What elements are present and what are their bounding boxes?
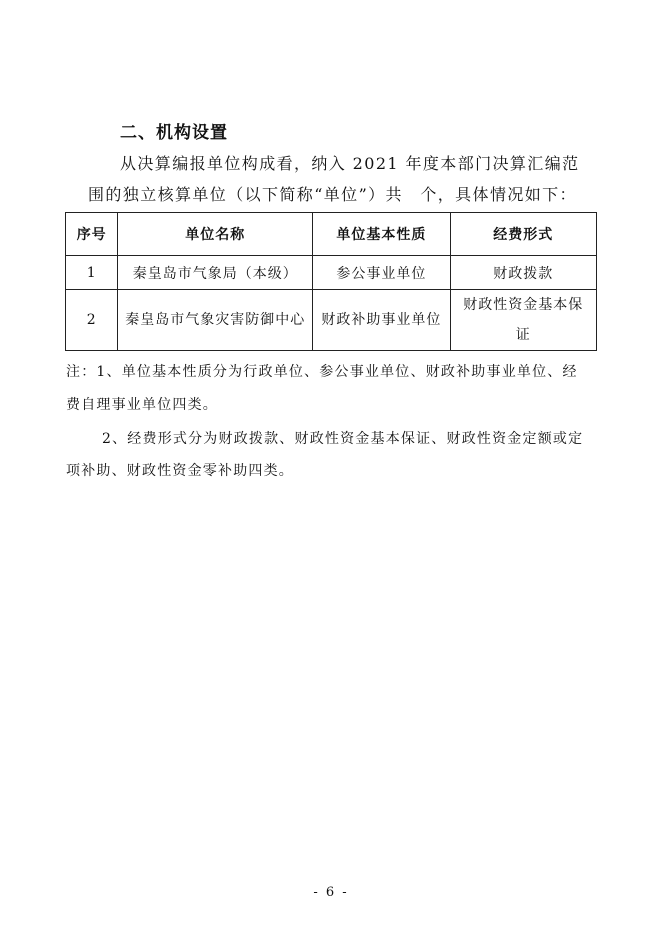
table-row <box>66 290 597 351</box>
header-unit-name: 单位名称 <box>118 213 313 256</box>
note-2-line-1: 2、经费形式分为财政拨款、财政性资金基本保证、财政性资金定额或定 <box>102 431 584 447</box>
cell-unit-nature: 参公事业单位 <box>313 256 450 290</box>
page-number: - 6 - <box>313 885 349 900</box>
cell-unit-name: 秦皇岛市气象局（本级） <box>118 256 313 290</box>
note-1-line-1: 注：1、单位基本性质分为行政单位、参公事业单位、财政补助事业单位、经 <box>66 364 578 380</box>
note-1-line-2: 费自理事业单位四类。 <box>66 397 218 413</box>
header-unit-nature: 单位基本性质 <box>313 213 450 256</box>
intro-line-2: 围的独立核算单位（以下简称“单位”）共 个，具体情况如下： <box>88 185 577 204</box>
section-heading: 二、机构设置 <box>120 123 228 143</box>
cell-unit-nature: 财政补助事业单位 <box>313 290 450 351</box>
intro-line-1: 从决算编报单位构成看，纳入 2021 年度本部门决算汇编范 <box>120 154 580 173</box>
cell-unit-name: 秦皇岛市气象灾害防御中心 <box>118 290 313 351</box>
note-2-line-2: 项补助、财政性资金零补助四类。 <box>66 463 294 479</box>
units-table <box>65 212 597 351</box>
cell-funding-type: 财政性资金基本保证 <box>450 290 596 351</box>
header-index: 序号 <box>66 213 118 256</box>
header-funding-type: 经费形式 <box>450 213 596 256</box>
table-header-row <box>66 213 597 256</box>
cell-index: 1 <box>66 256 118 290</box>
table-row <box>66 256 597 290</box>
cell-index: 2 <box>66 290 118 351</box>
cell-funding-type: 财政拨款 <box>450 256 596 290</box>
